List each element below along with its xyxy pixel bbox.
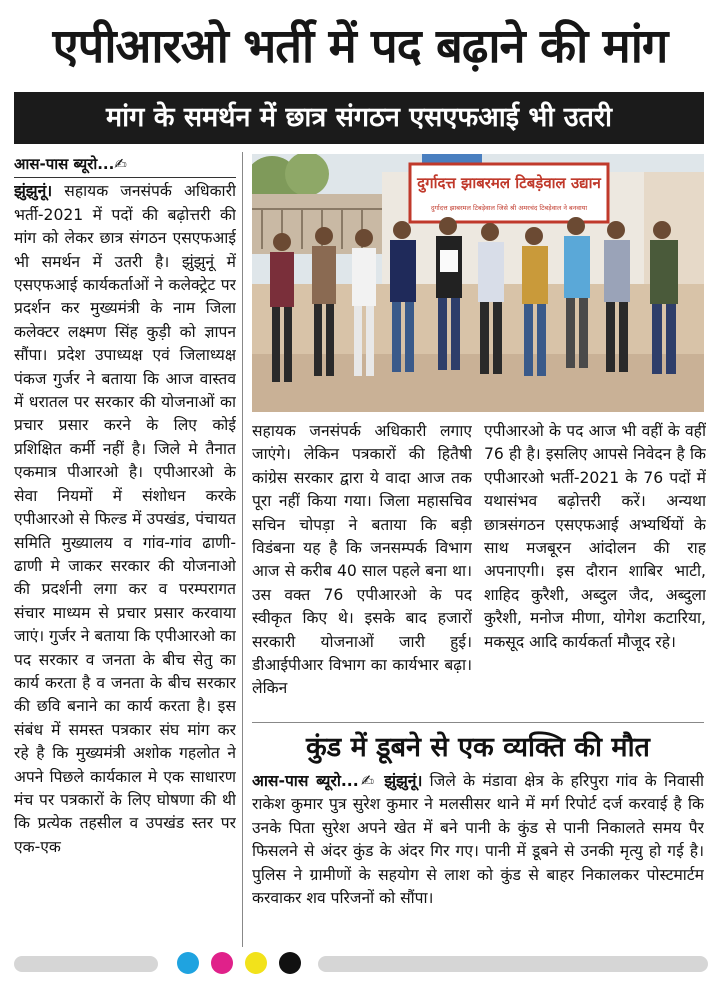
story1-place: झुंझुनूं। bbox=[14, 182, 53, 201]
story-divider bbox=[252, 722, 704, 723]
gray-bar-right bbox=[318, 956, 708, 972]
story2-body bbox=[252, 770, 704, 945]
column-divider bbox=[242, 152, 243, 947]
story1-column-2: सहायक जनसंपर्क अधिकारी लगाए जाएंगे। लेकिन पत्रकारों की हितैषी कांग्रेस सरकार द्वारा ये वादा आज तक पूरा नहीं किया गया। जिला महासचिव सचिन चोपड़ा ने बताया कि बड़ी विडंबना यह है कि जनसम्पर्क विभाग आज से करीब 40 साल पहले बना था। उस वक्त 76 एपीआरओ के पद स्वीकृत किए थे। इसके बाद हजारों सरकारी योजनाओं जारी हुई। डीआईपीआर विभाग का कार्यभार बढ़ा। लेकिन bbox=[252, 422, 472, 698]
story1-column-3: एपीआरओ के पद आज भी वहीं के वहीं 76 ही है। इसलिए आपसे निवेदन है कि एपीआरओ भर्ती-2021 के 76 पदों में यथासंभव बढ़ोत्तरी करें। अन्यथा छात्रसंगठन एसएफआई अभ्यर्थियों के साथ मजबूरन आंदोलन की राह अपनाएगी। इस दौरान शाबिर भाटी, शाहिद कुरैशी, अब्दुल जैद, अब्दुला कुरैशी, मनोज मीणा, योगेश कटारिया, मकसूद आदि कार्यकर्ता मौजूद रहे। bbox=[484, 422, 706, 651]
story2-headline: कुंड में डूबने से एक व्यक्ति की मौत bbox=[306, 732, 650, 763]
news-photo bbox=[252, 154, 704, 412]
headline: एपीआरओ भर्ती में पद बढ़ाने की मांग bbox=[52, 19, 668, 74]
story2-text: जिले के मंडावा क्षेत्र के हरिपुरा गांव के निवासी राकेश कुमार पुत्र सुरेश कुमार ने मलसीसर थाने में मर्ग रिपोर्ट दर्ज करवाई है कि उनके पिता सुरेश अपने खेत में बने पानी के कुंड से पानी निकालते समय पैर फिसलने से अंदर कुंड के अंदर गिर गए। पानी में डूबने से उनकी मृत्यु हो गई है। पुलिस ने ग्रामीणों के सहयोग से लाश को कुंड से बाहर निकालकर पोस्टमार्टम करवाकर शव परिजनों को सौंपा। bbox=[252, 772, 704, 908]
story1-text-1: सहायक जनसंपर्क अधिकारी भर्ती-2021 में पदों की बढ़ोत्तरी की मांग को लेकर छात्र संगठन एसएफआई भी समर्थन में उतरी है। झुंझुनूं में एसएफआई कार्यकर्ताओं ने कलेक्ट्रेट पर प्रदर्शन कर मुख्यमंत्री के नाम जिला कलेक्टर लक्ष्मण सिंह कुड़ी को ज्ञापन सौंपा। प्रदेश उपाध्यक्ष एवं जिलाध्यक्ष पंकज गुर्जर ने बताया कि आज वास्तव में धरातल पर सरकार की योजनाओं का प्रचार प्रसार करने के लिए कोई प्रशिक्षित कर्मी नहीं है। जिले मे तैनात एकमात्र पीआरओ है। एपीआरओ के सेवा नियमों में संशोधन करके एपीआरओ से फिल्ड में उपखंड, पंचायत समिति मुख्यालय व गांव-गांव ढाणी-ढाणी मे जाकर सरकार की योजनाओ की प्रदर्शनी लगा कर व परम्परागत संचार माध्यम से प्रचार प्रसार करवाया जाएं। गुर्जर ने बताया कि एपीआरओ का पद सरकार व जनता के बीच सेतु का कार्य करता है व जनता के बीच सरकार की छवि बनाने का कार्य करता है। इस संबंध में समस्त पत्रकार संघ मांग कर रहे है कि मुख्यमंत्री अशोक गहलोत ने अपने पिछले कार्यकाल मे एक साधारण मंच पर पत्रकारों के लिए घोषणा की थी कि प्रत्येक तहसील व उपखंड स्तर पर एक-एक bbox=[14, 182, 236, 856]
subheadline: मांग के समर्थन में छात्र संगठन एसएफआई भी उतरी bbox=[106, 102, 612, 133]
yellow-dot bbox=[245, 952, 267, 974]
gray-bar-left bbox=[14, 956, 158, 972]
sign-subtitle: दुर्गादत्त झाबरमल टिबड़ेवाल जिसे श्री अमरचंद टिबड़ेवाल ने बनवाया bbox=[430, 204, 588, 212]
subheadline-bar bbox=[14, 92, 704, 144]
print-registration-strip bbox=[0, 950, 720, 974]
sign-title: दुर्गादत्त झाबरमल टिबड़ेवाल उद्यान bbox=[417, 174, 601, 192]
black-dot bbox=[279, 952, 301, 974]
magenta-dot bbox=[211, 952, 233, 974]
story1-byline: आस-पास ब्यूरो...✍ bbox=[14, 153, 236, 178]
cyan-dot bbox=[177, 952, 199, 974]
story1-column-1 bbox=[14, 153, 236, 945]
story2-byline: आस-पास ब्यूरो...✍ झुंझुनूं। bbox=[252, 772, 423, 790]
